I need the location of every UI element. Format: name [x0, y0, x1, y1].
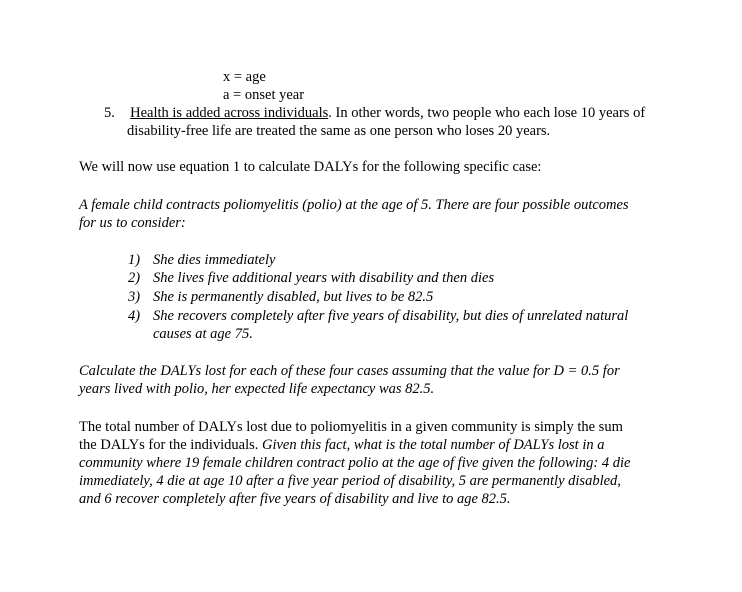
outcome-number: 2) — [128, 270, 141, 286]
outcome-text: She lives five additional years with disability and then dies — [153, 270, 495, 286]
total-line2-italic: Given this fact, what is the total number of DALYs lost in a — [262, 437, 605, 453]
outcome-number: 4) — [128, 308, 141, 324]
case-line1: A female child contracts poliomyelitis (polio) at the age of 5. There are four possible outcomes — [79, 197, 629, 213]
total-line2-plain: the DALYs for the individuals. — [79, 437, 262, 453]
outcome-text: She is permanently disabled, but lives to be 82.5 — [153, 289, 434, 305]
total-line5: and 6 recover completely after five years of disability and live to age 82.5. — [79, 491, 511, 507]
outcome-number: 3) — [128, 289, 141, 305]
case-line2: for us to consider: — [79, 215, 186, 231]
outcome-text: She recovers completely after five years of disability, but dies of unrelated natural — [153, 308, 629, 324]
item-5-line1 — [104, 104, 645, 122]
outcome-item-1 — [128, 251, 275, 269]
item-5-rest: . In other words, two people who each lose 10 years of — [328, 105, 646, 121]
intro-paragraph: We will now use equation 1 to calculate DALYs for the following specific case: — [79, 159, 542, 175]
item-5-line2: disability-free life are treated the same as one person who loses 20 years. — [127, 123, 551, 139]
item-5-underlined: Health is added across individuals — [130, 105, 329, 121]
outcome-item-4-cont: causes at age 75. — [153, 326, 253, 342]
calculate-line2: years lived with polio, her expected life expectancy was 82.5. — [79, 381, 435, 397]
outcome-item-3 — [128, 288, 433, 306]
outcome-text: She dies immediately — [153, 252, 276, 268]
total-line3: community where 19 female children contract polio at the age of five given the following: 4 die — [79, 455, 631, 471]
total-line4: immediately, 4 die at age 10 after a five year period of disability, 5 are permanently disabled, — [79, 473, 621, 489]
total-line1: The total number of DALYs lost due to poliomyelitis in a given community is simply the sum — [79, 419, 623, 435]
calculate-line1: Calculate the DALYs lost for each of these four cases assuming that the value for D = 0.5 for — [79, 363, 620, 379]
definition-x: x = age — [223, 69, 266, 85]
outcome-item-2 — [128, 269, 494, 287]
definition-a: a = onset year — [223, 87, 305, 103]
item-5-number: 5. — [104, 105, 115, 121]
total-line2 — [79, 436, 604, 454]
outcome-number: 1) — [128, 252, 141, 268]
outcome-item-4 — [128, 307, 628, 325]
